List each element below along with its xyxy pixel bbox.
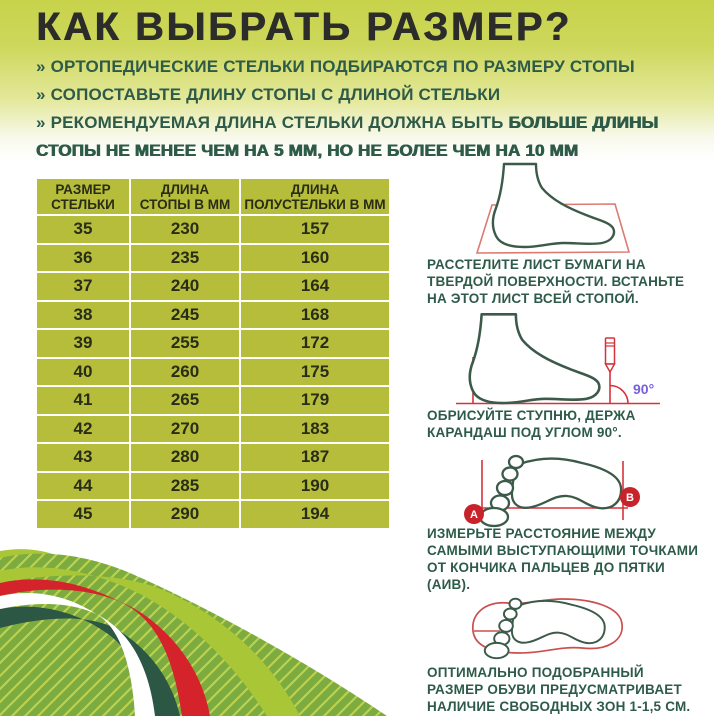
cell-foot-length: 290 (130, 500, 240, 529)
step-2-text: ОБРИСУЙТЕ СТУПНЮ, ДЕРЖА КАРАНДАШ ПОД УГЛОМ 90°. (427, 408, 636, 440)
table-row (36, 472, 390, 501)
cell-half-insole: 187 (240, 443, 390, 472)
step-3-text: ИЗМЕРЬТЕ РАССТОЯНИЕ МЕЖДУ САМЫМИ ВЫСТУПАЮЩИМИ ТОЧКАМИ ОТ КОНЧИКА ПАЛЬЦЕВ ДО ПЯТКИ (АИВ). (427, 526, 699, 592)
cell-foot-length: 285 (130, 472, 240, 501)
cell-half-insole: 164 (240, 272, 390, 301)
table-row (36, 215, 390, 244)
measure-footprint-illustration (452, 447, 652, 531)
cell-size: 35 (36, 215, 130, 244)
table-header-row (36, 178, 390, 215)
cell-size: 45 (36, 500, 130, 529)
svg-text:А: А (470, 509, 478, 521)
cell-half-insole: 172 (240, 329, 390, 358)
cell-half-insole: 168 (240, 301, 390, 330)
cell-foot-length: 230 (130, 215, 240, 244)
cell-foot-length: 280 (130, 443, 240, 472)
table-row (36, 415, 390, 444)
point-a-marker (464, 504, 484, 524)
step-4-text: ОПТИМАЛЬНО ПОДОБРАННЫЙ РАЗМЕР ОБУВИ ПРЕДУСМАТРИВАЕТ НАЛИЧИЕ СВОБОДНЫХ ЗОН 1-1,5 СМ. (427, 665, 691, 714)
cell-half-insole: 194 (240, 500, 390, 529)
svg-text:В: В (626, 492, 634, 504)
cell-half-insole: 183 (240, 415, 390, 444)
cell-size: 44 (36, 472, 130, 501)
table-row (36, 386, 390, 415)
angle-label: 90° (633, 381, 655, 397)
bullet-2 (36, 81, 698, 109)
col-header-half-insole-length: ДЛИНА ПОЛУСТЕЛЬКИ В ММ (240, 178, 390, 215)
cell-foot-length: 245 (130, 301, 240, 330)
page-title: КАК ВЫБРАТЬ РАЗМЕР? (36, 5, 572, 49)
footprint-in-insole-illustration (468, 594, 630, 664)
cell-size: 38 (36, 301, 130, 330)
cell-size: 41 (36, 386, 130, 415)
cell-foot-length: 235 (130, 244, 240, 273)
cell-half-insole: 160 (240, 244, 390, 273)
cell-size: 43 (36, 443, 130, 472)
foot-side-outline (493, 164, 614, 247)
bullet-3-text-bold: БОЛЬШЕ ДЛИНЫ СТОПЫ НЕ МЕНЕЕ ЧЕМ НА 5 ММ, НО НЕ БОЛЕЕ ЧЕМ НА 10 ММ (36, 113, 659, 160)
pencil-icon (606, 338, 615, 372)
cell-size: 40 (36, 358, 130, 387)
table-row (36, 358, 390, 387)
step-1-text: РАССТЕЛИТЕ ЛИСТ БУМАГИ НА ТВЕРДОЙ ПОВЕРХНОСТИ. ВСТАНЬТЕ НА ЭТОТ ЛИСТ ВСЕЙ СТОПОЙ. (427, 257, 685, 306)
table-row (36, 329, 390, 358)
foot-on-paper-illustration (452, 160, 637, 258)
bullet-1 (36, 53, 698, 81)
cell-foot-length: 240 (130, 272, 240, 301)
bullet-1-text: ОРТОПЕДИЧЕСКИЕ СТЕЛЬКИ ПОДБИРАЮТСЯ ПО РАЗМЕРУ СТОПЫ (50, 57, 635, 76)
point-b-marker (620, 487, 640, 507)
col-header-foot-length: ДЛИНА СТОПЫ В ММ (130, 178, 240, 215)
footprint-outline (485, 599, 605, 659)
cell-size: 36 (36, 244, 130, 273)
size-table (35, 177, 391, 530)
footprint-outline (480, 456, 621, 526)
bullet-3-text-normal: РЕКОМЕНДУЕМАЯ ДЛИНА СТЕЛЬКИ ДОЛЖНА БЫТЬ (50, 113, 504, 132)
table-row (36, 500, 390, 529)
cell-foot-length: 265 (130, 386, 240, 415)
bullet-marker: » (36, 113, 46, 132)
cell-foot-length: 270 (130, 415, 240, 444)
bullet-3 (36, 109, 698, 165)
cell-foot-length: 260 (130, 358, 240, 387)
decorative-wave (0, 546, 460, 716)
table-row (36, 244, 390, 273)
angle-arc (610, 386, 628, 404)
cell-half-insole: 190 (240, 472, 390, 501)
cell-half-insole: 157 (240, 215, 390, 244)
col-header-insole-size: РАЗМЕР СТЕЛЬКИ (36, 178, 130, 215)
table-row (36, 301, 390, 330)
cell-size: 39 (36, 329, 130, 358)
cell-foot-length: 255 (130, 329, 240, 358)
foot-side-outline (470, 314, 599, 403)
table-row (36, 272, 390, 301)
cell-size: 37 (36, 272, 130, 301)
table-row (36, 443, 390, 472)
bullet-marker: » (36, 85, 46, 104)
cell-half-insole: 175 (240, 358, 390, 387)
cell-size: 42 (36, 415, 130, 444)
cell-half-insole: 179 (240, 386, 390, 415)
bullet-2-text: СОПОСТАВЬТЕ ДЛИНУ СТОПЫ С ДЛИНОЙ СТЕЛЬКИ (50, 85, 501, 104)
trace-foot-illustration (452, 312, 667, 412)
bullet-marker: » (36, 57, 46, 76)
